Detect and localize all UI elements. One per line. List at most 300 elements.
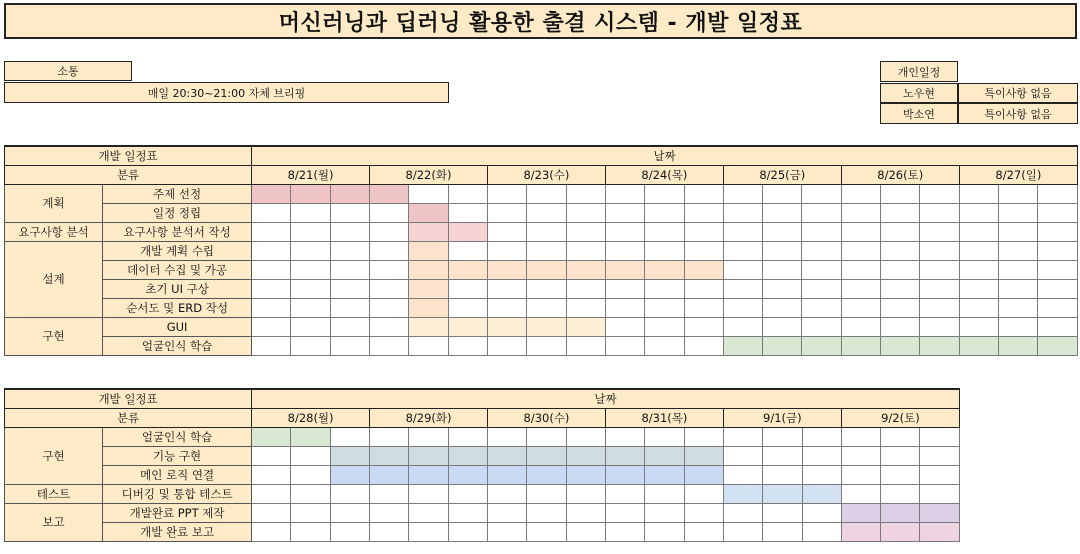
schedule-cell — [252, 446, 291, 465]
task-name: 디버깅 및 통합 테스트 — [103, 484, 252, 503]
schedule-cell — [920, 184, 959, 203]
schedule-cell — [841, 465, 880, 484]
task-name: 얼굴인식 학습 — [103, 427, 252, 446]
schedule-cell — [409, 336, 448, 355]
schedule-cell — [330, 298, 369, 317]
schedule-cell — [881, 446, 920, 465]
schedule-cell — [409, 484, 448, 503]
schedule-cell-filled — [605, 260, 644, 279]
schedule-cell-filled — [448, 222, 487, 241]
schedule-cell — [802, 503, 841, 522]
schedule-cell — [723, 222, 762, 241]
schedule-cell-filled — [684, 260, 723, 279]
task-row — [5, 503, 960, 522]
schedule-cell-filled — [409, 203, 448, 222]
schedule-cell — [330, 522, 369, 541]
schedule-cell — [487, 298, 526, 317]
schedule-cell — [409, 184, 448, 203]
schedule-cell — [527, 484, 566, 503]
schedule-cell — [527, 298, 566, 317]
schedule-cell — [291, 279, 330, 298]
schedule-cell — [409, 503, 448, 522]
schedule-cell — [802, 427, 841, 446]
schedule-cell — [723, 260, 762, 279]
task-row — [5, 446, 960, 465]
schedule-cell-filled — [409, 298, 448, 317]
category-header: 분류 — [5, 408, 252, 427]
schedule-cell — [645, 184, 684, 203]
schedule-cell — [291, 446, 330, 465]
schedule-cell — [959, 279, 998, 298]
schedule-cell — [1038, 241, 1078, 260]
task-name: 얼굴인식 학습 — [103, 336, 252, 355]
schedule-cell — [527, 203, 566, 222]
schedule-cell — [1038, 260, 1078, 279]
schedule-cell — [763, 298, 802, 317]
schedule-cell — [370, 222, 409, 241]
schedule-cell — [684, 203, 723, 222]
schedule-cell — [802, 317, 841, 336]
date-row — [5, 408, 960, 427]
schedule-cell — [252, 503, 291, 522]
task-name: GUI — [103, 317, 252, 336]
schedule-cell — [291, 522, 330, 541]
schedule-cell-filled — [488, 446, 527, 465]
schedule-cell — [330, 484, 369, 503]
schedule-cell-filled — [802, 484, 841, 503]
schedule-cell — [920, 279, 959, 298]
schedule-cell — [723, 465, 762, 484]
schedule-cell-filled — [252, 184, 291, 203]
schedule-cell — [645, 222, 684, 241]
schedule-cell-filled — [645, 465, 684, 484]
schedule-cell — [684, 279, 723, 298]
schedule-cell-filled — [527, 465, 566, 484]
schedule-cell-filled — [487, 260, 526, 279]
schedule-cell — [605, 336, 644, 355]
schedule-cell — [605, 222, 644, 241]
task-row — [5, 465, 960, 484]
schedule-cell — [330, 279, 369, 298]
schedule-cell-filled — [527, 260, 566, 279]
schedule-cell — [566, 279, 605, 298]
task-row — [5, 241, 1078, 260]
schedule-cell — [448, 279, 487, 298]
schedule-cell — [881, 260, 920, 279]
schedule-cell — [723, 522, 762, 541]
date-label: 8/24(목) — [605, 165, 723, 184]
schedule-cell-filled — [370, 446, 409, 465]
schedule-cell — [763, 241, 802, 260]
schedule-cell — [527, 279, 566, 298]
schedule-cell — [448, 203, 487, 222]
schedule-cell — [605, 484, 644, 503]
schedule-cell — [487, 279, 526, 298]
schedule-cell — [527, 336, 566, 355]
schedule-cell — [488, 484, 527, 503]
date-label: 8/22(화) — [370, 165, 488, 184]
category-cell: 구현 — [5, 317, 103, 355]
schedule-cell — [291, 503, 330, 522]
schedule-cell-filled — [645, 260, 684, 279]
schedule-cell — [684, 427, 723, 446]
category-cell: 보고 — [5, 503, 103, 541]
schedule-cell — [1038, 317, 1078, 336]
schedule-cell-filled — [370, 184, 409, 203]
schedule-cell-filled — [920, 503, 960, 522]
schedule-cell — [605, 522, 644, 541]
date-label: 9/2(토) — [841, 408, 959, 427]
schedule-cell — [291, 484, 330, 503]
schedule-cell — [566, 427, 605, 446]
personal-schedule-label: 개인일정 — [880, 61, 958, 82]
schedule-cell — [566, 336, 605, 355]
schedule-cell — [723, 298, 762, 317]
communication-value: 매일 20:30~21:00 자체 브리핑 — [4, 82, 449, 103]
schedule-cell-filled — [448, 465, 487, 484]
schedule-cell — [448, 427, 487, 446]
schedule-cell-filled — [920, 336, 959, 355]
task-row — [5, 522, 960, 541]
schedule-cell — [291, 241, 330, 260]
schedule-cell — [291, 317, 330, 336]
schedule-cell — [841, 427, 880, 446]
schedule-cell — [920, 241, 959, 260]
schedule-cell — [448, 484, 487, 503]
schedule-cell — [252, 298, 291, 317]
schedule-cell — [448, 298, 487, 317]
schedule-cell — [999, 260, 1038, 279]
schedule-cell — [920, 222, 959, 241]
schedule-cell — [959, 260, 998, 279]
schedule-cell-filled — [684, 446, 723, 465]
schedule-cell — [566, 184, 605, 203]
schedule-cell-filled — [409, 317, 448, 336]
schedule-cell-filled — [684, 465, 723, 484]
schedule-cell-filled — [527, 446, 566, 465]
schedule-cell-filled — [999, 336, 1038, 355]
task-name: 개발 계획 수립 — [103, 241, 252, 260]
schedule-cell — [605, 241, 644, 260]
schedule-cell — [566, 298, 605, 317]
schedule-cell — [370, 503, 409, 522]
schedule-cell-filled — [605, 446, 644, 465]
category-header: 분류 — [5, 165, 252, 184]
schedule-cell — [763, 203, 802, 222]
schedule-cell — [252, 203, 291, 222]
schedule-cell — [448, 241, 487, 260]
schedule-cell-filled — [605, 465, 644, 484]
schedule-cell — [684, 317, 723, 336]
schedule-cell — [566, 241, 605, 260]
task-row — [5, 336, 1078, 355]
schedule-cell — [841, 184, 880, 203]
schedule-cell — [370, 279, 409, 298]
personal-note-2: 특이사항 없음 — [958, 103, 1078, 124]
schedule-cell — [645, 503, 684, 522]
schedule-cell — [252, 241, 291, 260]
schedule-cell — [684, 298, 723, 317]
schedule-header-left: 개발 일정표 — [5, 389, 252, 408]
schedule-cell — [920, 446, 960, 465]
schedule-cell — [1038, 298, 1078, 317]
date-label: 8/28(월) — [252, 408, 370, 427]
schedule-cell — [802, 298, 841, 317]
schedule-cell-filled — [409, 279, 448, 298]
date-label: 8/27(일) — [959, 165, 1077, 184]
date-label: 8/30(수) — [488, 408, 606, 427]
schedule-cell — [723, 241, 762, 260]
personal-note-1: 특이사항 없음 — [958, 83, 1078, 103]
schedule-cell — [252, 317, 291, 336]
schedule-cell — [252, 279, 291, 298]
schedule-cell — [959, 298, 998, 317]
schedule-cell — [881, 241, 920, 260]
task-name: 메인 로직 연결 — [103, 465, 252, 484]
schedule-cell-filled — [723, 336, 762, 355]
schedule-cell — [763, 465, 802, 484]
schedule-cell-filled — [409, 465, 448, 484]
schedule-cell — [605, 503, 644, 522]
schedule-cell — [881, 427, 920, 446]
date-label: 8/21(월) — [252, 165, 370, 184]
task-row — [5, 427, 960, 446]
schedule-cell-filled — [802, 336, 841, 355]
schedule-cell — [566, 203, 605, 222]
schedule-cell — [723, 427, 762, 446]
schedule-cell — [645, 203, 684, 222]
schedule-cell — [999, 241, 1038, 260]
schedule-cell-filled — [291, 427, 330, 446]
schedule-cell — [920, 484, 960, 503]
schedule-cell-filled — [566, 465, 605, 484]
schedule-cell — [330, 503, 369, 522]
schedule-cell — [448, 184, 487, 203]
schedule-cell — [291, 465, 330, 484]
schedule-cell — [409, 427, 448, 446]
header-row — [5, 389, 960, 408]
schedule-cell — [802, 465, 841, 484]
schedule-cell-filled — [252, 427, 291, 446]
schedule-cell-filled — [1038, 336, 1078, 355]
schedule-cell — [487, 241, 526, 260]
schedule-cell — [841, 484, 880, 503]
schedule-cell — [291, 260, 330, 279]
schedule-cell — [488, 427, 527, 446]
schedule-cell — [999, 279, 1038, 298]
schedule-cell — [487, 203, 526, 222]
schedule-cell-filled — [881, 522, 920, 541]
schedule-cell — [448, 522, 487, 541]
category-cell: 테스트 — [5, 484, 103, 503]
date-header: 날짜 — [252, 146, 1078, 165]
schedule-cell — [723, 317, 762, 336]
schedule-cell — [330, 317, 369, 336]
schedule-cell — [645, 336, 684, 355]
schedule-cell-filled — [763, 484, 802, 503]
schedule-cell — [802, 203, 841, 222]
task-name: 데이터 수집 및 가공 — [103, 260, 252, 279]
schedule-cell — [370, 484, 409, 503]
category-cell: 계획 — [5, 184, 103, 222]
schedule-cell — [645, 484, 684, 503]
task-name: 순서도 및 ERD 작성 — [103, 298, 252, 317]
schedule-cell — [763, 260, 802, 279]
schedule-cell — [763, 446, 802, 465]
schedule-cell — [802, 184, 841, 203]
task-name: 일정 정립 — [103, 203, 252, 222]
schedule-cell-filled — [881, 503, 920, 522]
schedule-cell — [723, 203, 762, 222]
schedule-cell-filled — [291, 184, 330, 203]
schedule-cell — [252, 522, 291, 541]
schedule-cell — [999, 222, 1038, 241]
schedule-cell — [723, 279, 762, 298]
schedule-cell — [645, 298, 684, 317]
date-header: 날짜 — [252, 389, 960, 408]
schedule-cell — [802, 279, 841, 298]
schedule-cell — [645, 317, 684, 336]
schedule-cell — [252, 484, 291, 503]
schedule-cell — [330, 336, 369, 355]
schedule-cell — [684, 503, 723, 522]
schedule-cell — [920, 317, 959, 336]
schedule-cell-filled — [723, 484, 762, 503]
schedule-cell — [802, 260, 841, 279]
schedule-cell — [999, 298, 1038, 317]
schedule-cell — [802, 446, 841, 465]
date-label: 9/1(금) — [723, 408, 841, 427]
schedule-cell-filled — [763, 336, 802, 355]
task-row — [5, 184, 1078, 203]
schedule-cell — [330, 222, 369, 241]
date-label: 8/25(금) — [723, 165, 841, 184]
date-label: 8/31(목) — [605, 408, 723, 427]
schedule-cell — [684, 336, 723, 355]
schedule-cell-filled — [448, 260, 487, 279]
schedule-cell — [527, 184, 566, 203]
schedule-cell — [881, 203, 920, 222]
schedule-cell-filled — [448, 317, 487, 336]
schedule-cell-filled — [330, 446, 369, 465]
task-name: 개발 완료 보고 — [103, 522, 252, 541]
category-cell: 요구사항 분석 — [5, 222, 103, 241]
schedule-cell — [841, 298, 880, 317]
schedule-cell — [881, 222, 920, 241]
schedule-cell — [841, 222, 880, 241]
schedule-cell — [605, 317, 644, 336]
task-row — [5, 484, 960, 503]
schedule-cell — [487, 336, 526, 355]
schedule-cell — [763, 522, 802, 541]
schedule-cell — [802, 222, 841, 241]
schedule-cell — [723, 446, 762, 465]
task-name: 기능 구현 — [103, 446, 252, 465]
category-cell: 구현 — [5, 427, 103, 484]
schedule-cell — [605, 427, 644, 446]
schedule-cell-filled — [370, 465, 409, 484]
schedule-cell — [370, 522, 409, 541]
schedule-cell — [370, 203, 409, 222]
schedule-cell — [1038, 184, 1078, 203]
schedule-cell — [841, 446, 880, 465]
schedule-cell — [291, 222, 330, 241]
schedule-cell — [645, 241, 684, 260]
schedule-cell — [959, 241, 998, 260]
schedule-cell — [527, 503, 566, 522]
schedule-table-week2 — [4, 388, 960, 542]
schedule-cell — [959, 317, 998, 336]
schedule-cell-filled — [566, 446, 605, 465]
schedule-cell — [763, 503, 802, 522]
schedule-cell — [527, 222, 566, 241]
schedule-cell — [330, 241, 369, 260]
schedule-cell — [252, 222, 291, 241]
schedule-cell-filled — [409, 446, 448, 465]
schedule-cell — [920, 465, 960, 484]
schedule-cell-filled — [881, 336, 920, 355]
schedule-cell-filled — [841, 336, 880, 355]
category-cell: 설계 — [5, 241, 103, 317]
task-name: 개발완료 PPT 제작 — [103, 503, 252, 522]
task-row — [5, 203, 1078, 222]
schedule-cell — [488, 522, 527, 541]
schedule-cell — [920, 260, 959, 279]
schedule-cell — [370, 298, 409, 317]
schedule-cell-filled — [488, 465, 527, 484]
schedule-cell — [684, 184, 723, 203]
schedule-cell — [252, 465, 291, 484]
schedule-cell — [881, 298, 920, 317]
schedule-cell — [370, 317, 409, 336]
schedule-cell — [566, 503, 605, 522]
schedule-cell — [645, 522, 684, 541]
schedule-cell — [684, 241, 723, 260]
schedule-cell — [291, 203, 330, 222]
schedule-cell — [841, 260, 880, 279]
schedule-cell — [566, 522, 605, 541]
task-name: 주제 선정 — [103, 184, 252, 203]
schedule-cell — [802, 241, 841, 260]
schedule-cell — [409, 522, 448, 541]
schedule-cell — [841, 203, 880, 222]
schedule-cell — [763, 317, 802, 336]
schedule-cell-filled — [448, 446, 487, 465]
schedule-cell — [999, 184, 1038, 203]
schedule-cell — [1038, 203, 1078, 222]
schedule-cell — [370, 260, 409, 279]
schedule-cell — [841, 317, 880, 336]
schedule-cell — [959, 222, 998, 241]
schedule-cell — [999, 203, 1038, 222]
header-row — [5, 146, 1078, 165]
date-label: 8/23(수) — [487, 165, 605, 184]
schedule-cell — [605, 298, 644, 317]
date-label: 8/26(토) — [841, 165, 959, 184]
schedule-cell — [605, 203, 644, 222]
schedule-cell — [881, 317, 920, 336]
date-row — [5, 165, 1078, 184]
communication-label: 소통 — [4, 61, 132, 81]
schedule-header-left: 개발 일정표 — [5, 146, 252, 165]
schedule-cell-filled — [841, 522, 880, 541]
task-name: 초기 UI 구상 — [103, 279, 252, 298]
schedule-cell — [881, 279, 920, 298]
schedule-cell — [684, 484, 723, 503]
schedule-cell — [841, 279, 880, 298]
task-row — [5, 317, 1078, 336]
schedule-cell — [723, 184, 762, 203]
